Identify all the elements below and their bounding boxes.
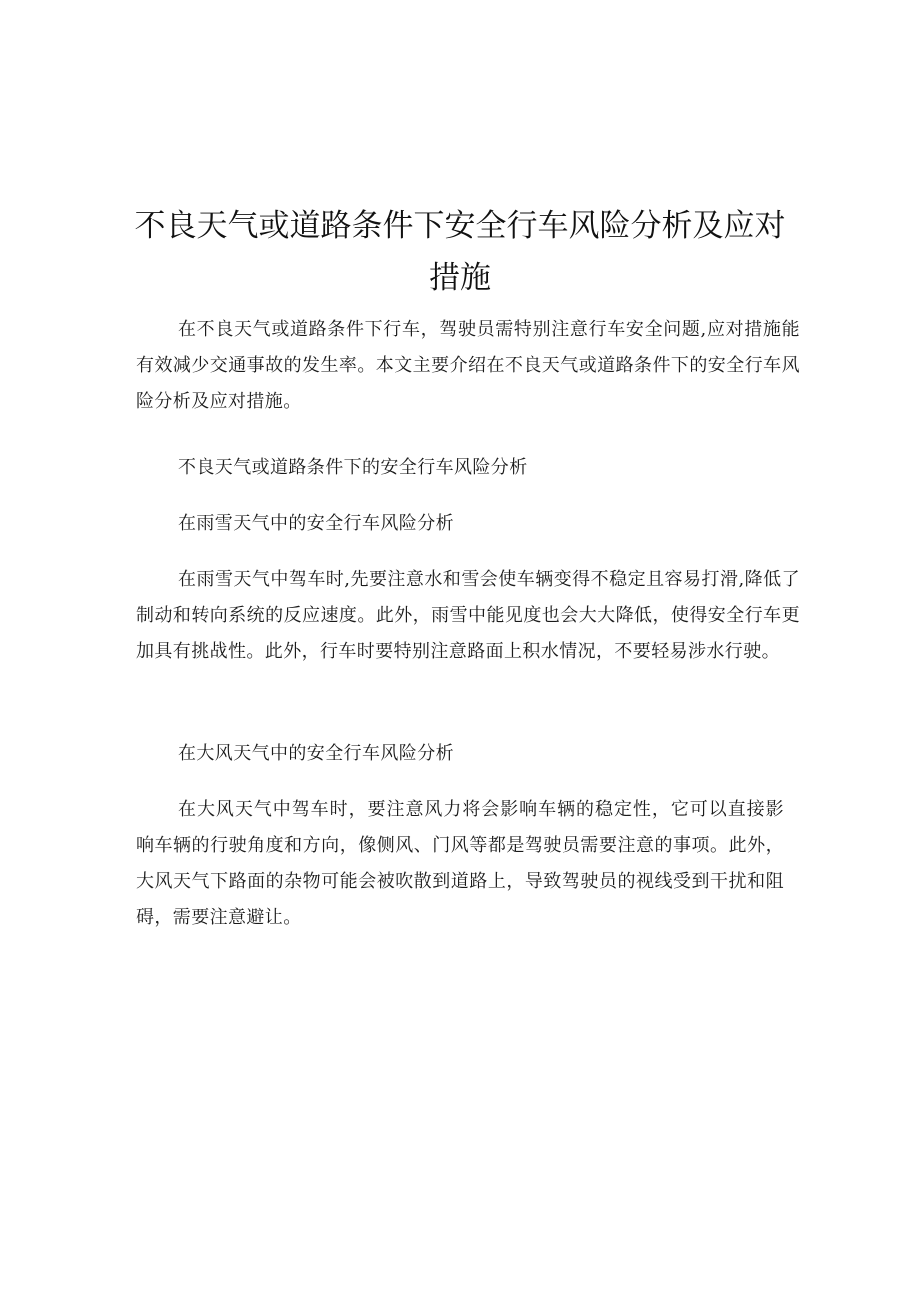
subsection-heading-strong-wind: 在大风天气中的安全行车风险分析 [178,743,454,764]
document-title: 不良天气或道路条件下安全行车风险分析及应对措施 [134,208,786,296]
intro-paragraph: 在不良天气或道路条件下行车，驾驶员需特别注意行车安全问题,应对措施能有效减少交通事故的发生率。本文主要介绍在不良天气或道路条件下的安全行车风险分析及应对措施。 [136,319,800,412]
subsection-heading-rain-snow: 在雨雪天气中的安全行车风险分析 [178,513,454,534]
rain-snow-paragraph: 在雨雪天气中驾车时,先要注意水和雪会使车辆变得不稳定且容易打滑,降低了制动和转向系统的反应速度。此外，雨雪中能见度也会大大降低，使得安全行车更加具有挑战性。此外，行车时要特别注意路面上积水情况，不要轻易涉水行驶。 [136,569,800,662]
section-heading-risk-analysis: 不良天气或道路条件下的安全行车风险分析 [178,457,528,478]
strong-wind-paragraph: 在大风天气中驾车时，要注意风力将会影响车辆的稳定性，它可以直接影响车辆的行驶角度和方向，像侧风、门风等都是驾驶员需要注意的事项。此外，大风天气下路面的杂物可能会被吹散到道路上，导致驾驶员的视线受到干扰和阻碍，需要注意避让。 [136,799,784,928]
